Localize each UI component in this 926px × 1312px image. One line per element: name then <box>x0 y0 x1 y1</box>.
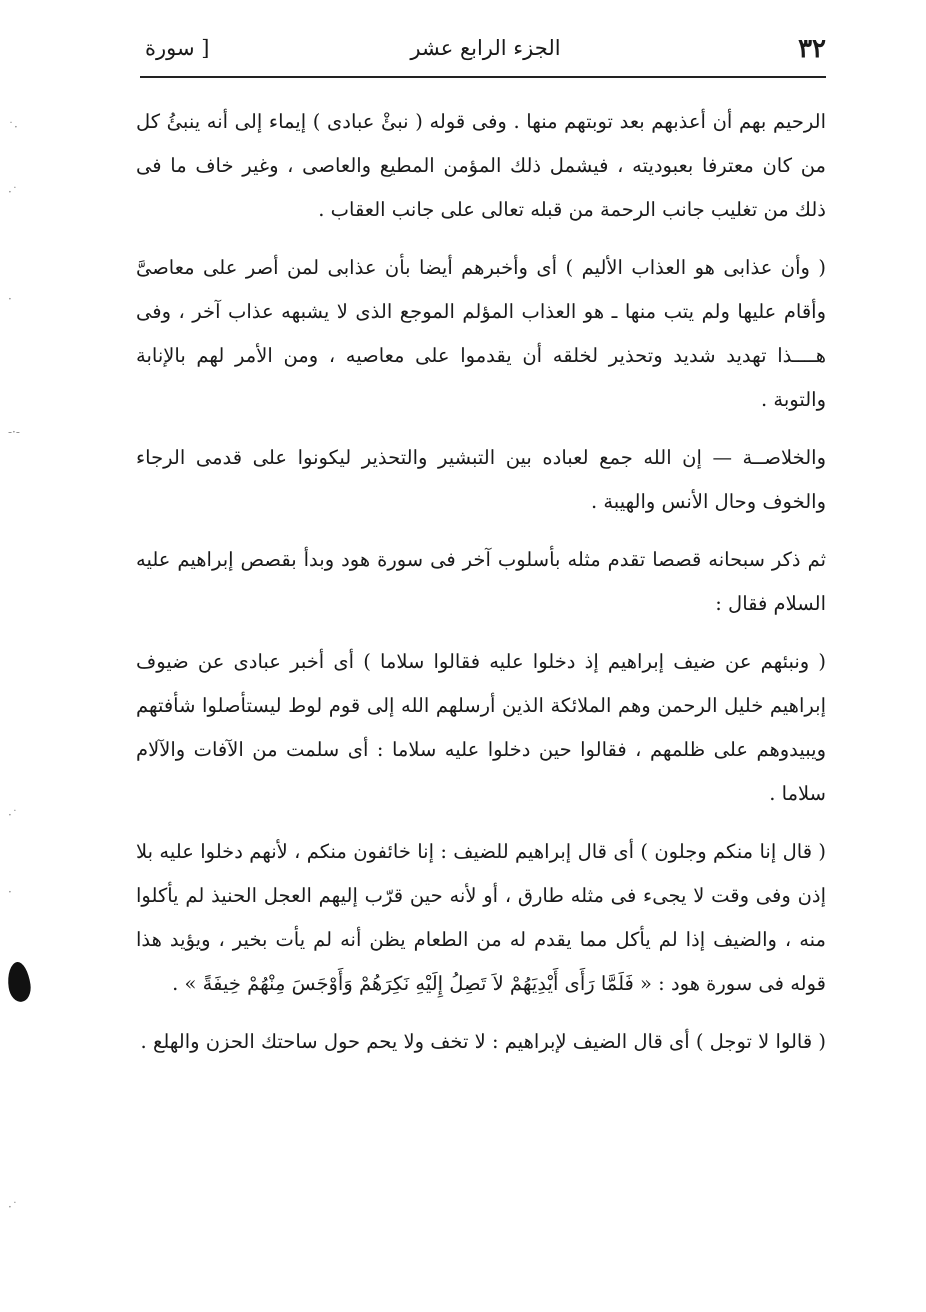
ink-blot <box>5 961 32 1004</box>
part-title: الجزء الرابع عشر <box>410 36 561 60</box>
margin-speck: ·˙ <box>8 808 18 822</box>
page-number: ٣٢ <box>798 34 826 64</box>
paragraph: والخلاصــة — إن الله جمع لعباده بين التبشير والتحذير ليكونوا على قدمى الرجاء والخوف وحال الأنس والهيبة . <box>136 446 826 513</box>
paragraph: ثم ذكر سبحانه قصصا تقدم مثله بأسلوب آخر فى سورة هود وبدأ بقصص إبراهيم عليه السلام فقال : <box>136 548 826 615</box>
paragraph: الرحيم بهم أن أعذبهم بعد توبتهم منها . وفى قوله ( نبئْ عبادى ) إيماء إلى أنه ينبئُ كل من كان معترفا بعبوديته ، فيشمل ذلك المؤمن المطيع والعاصى ، وغير خاف ما فى ذلك من تغليب جانب الرحمة من قبله تعالى على جانب العقاب . <box>136 110 826 221</box>
margin-speck: -·- <box>8 425 20 439</box>
paragraph: ( قالوا لا توجل ) أى قال الضيف لإبراهيم : لا تخف ولا يحم حول ساحتك الحزن والهلع . <box>140 1030 826 1053</box>
body-text <box>136 100 826 1078</box>
margin-speck: ·˙ <box>8 1200 18 1214</box>
running-header <box>145 30 826 74</box>
paragraph: ( قال إنا منكم وجلون ) أى قال إبراهيم للضيف : إنا خائفون منكم ، لأنهم دخلوا عليه بلا إذن وفى وقت لا يجىء فى مثله طارق ، أو لأنه حين قرّب إليهم العجل الحنيذ لم يأكلوا منه ، والضيف إذا لم يأكل مما يقدم له من الطعام يظن أنه لم يأت بخير ، ويؤيد هذا قوله فى سورة هود : « فَلَمَّا رَأَى أَيْدِيَهُمْ لاَ تَصِلُ إِلَيْهِ نَكِرَهُمْ وَأَوْجَسَ مِنْهُمْ خِيفَةً » . <box>136 840 826 995</box>
margin-speck: ˙· <box>8 120 18 134</box>
paragraph: ( ونبئهم عن ضيف إبراهيم إذ دخلوا عليه فقالوا سلاما ) أى أخبر عبادى عن ضيوف إبراهيم خليل الرحمن وهم الملائكة الذين أرسلهم الله إلى قوم لوط ليستأصلوا شأفتهم ويبيدوهم على ظلمهم ، فقالوا حين دخلوا عليه سلاما : أى سلمت من الآفات والآلام سلاما . <box>136 650 826 805</box>
paragraph: ( وأن عذابى هو العذاب الأليم ) أى وأخبرهم أيضا بأن عذابى لمن أصر على معاصىَّ وأقام عليها ولم يتب منها ـ هو العذاب المؤلم الموجع الذى لا يشبهه عذاب آخر ، وفى هــــذا تهديد شديد وتحذير لخلقه أن يقدموا على معاصيه ، ومن الأمر لهم بالإنابة والتوبة . <box>136 256 826 411</box>
margin-speck: ·˙ <box>8 185 18 199</box>
header-rule <box>140 76 826 78</box>
surah-name: [ سورة <box>145 36 210 60</box>
margin-speck: · <box>8 885 12 899</box>
margin-speck: · <box>8 292 12 306</box>
